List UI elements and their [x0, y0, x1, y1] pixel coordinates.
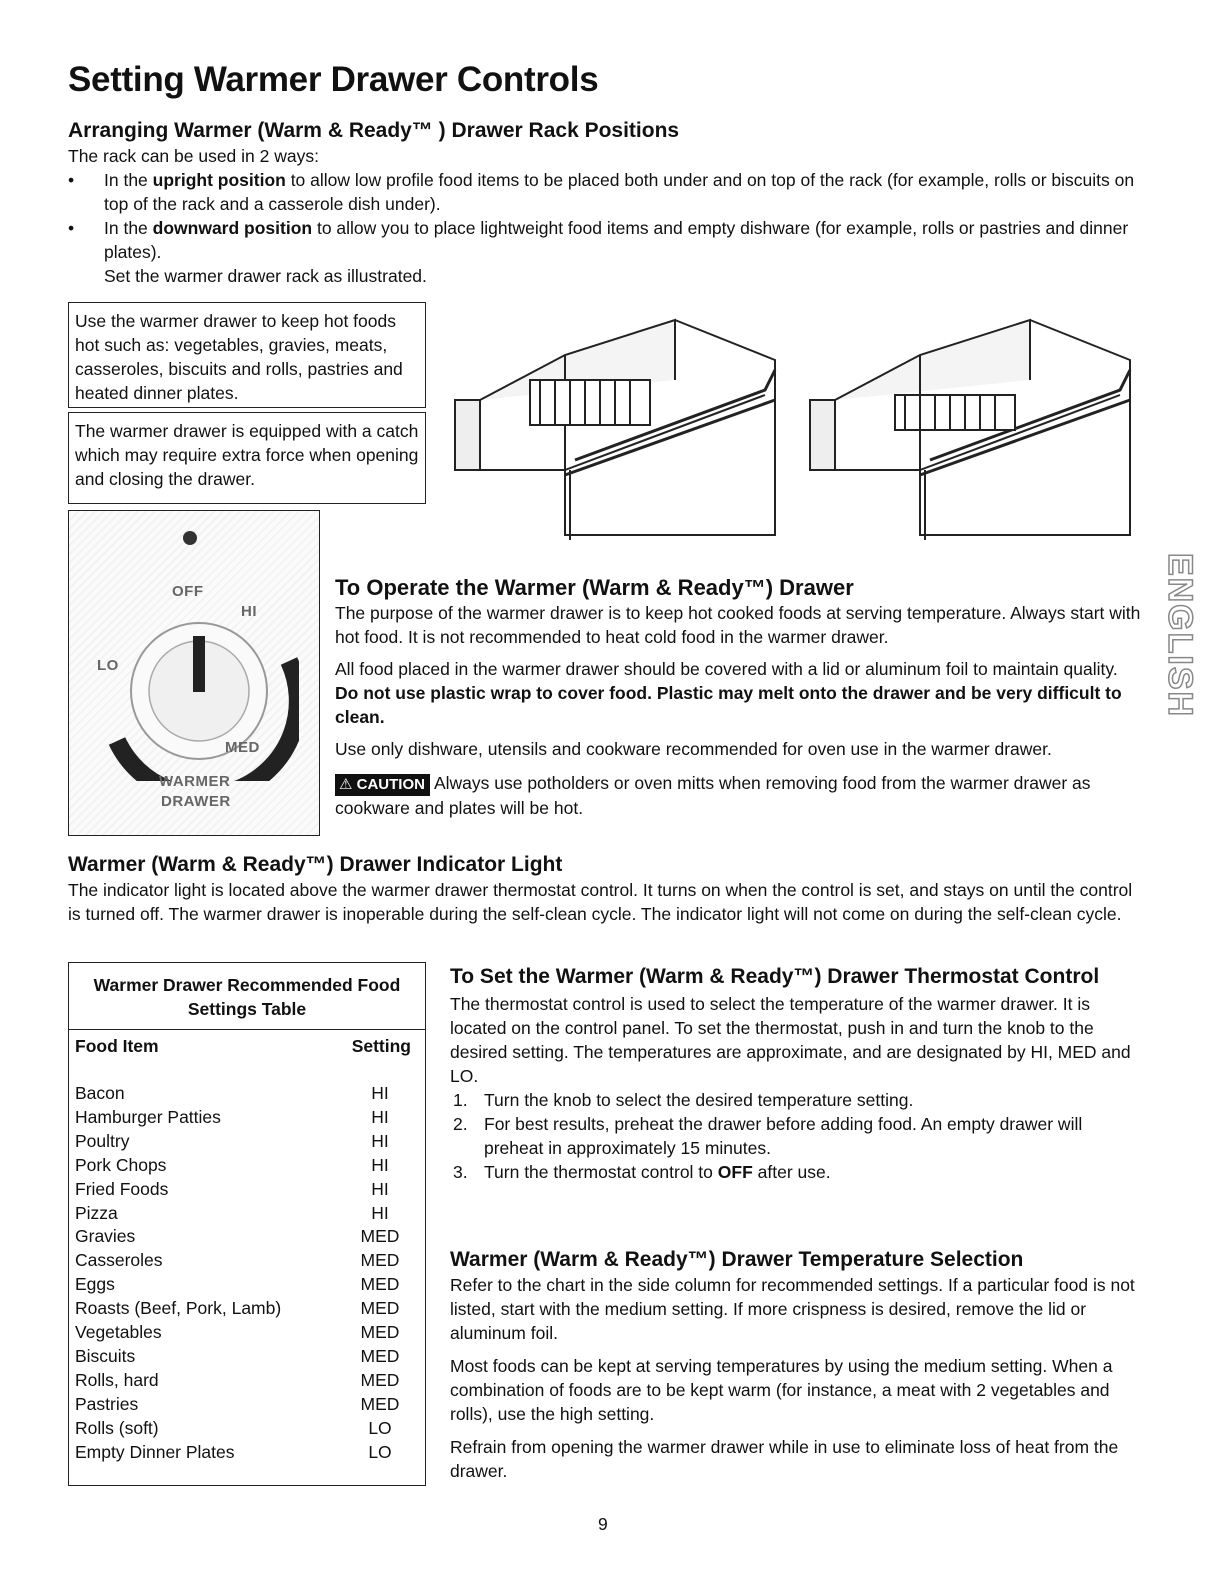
table-row: Eggs MED	[75, 1274, 400, 1295]
operate-section	[335, 575, 1145, 820]
table-row: Poultry HI	[75, 1130, 389, 1151]
table-row: Pizza HI	[75, 1202, 389, 1223]
knob-label-hi: HI	[241, 603, 257, 620]
caution-note: ⚠ CAUTION Always use potholders or oven mitts when removing food from the warmer drawer as cookware and plates will be hot.	[335, 773, 1091, 818]
page-number: 9	[598, 1514, 608, 1534]
indicator-text: The indicator light is located above the warmer drawer thermostat control. It turns on when the control is set, and stays on until the control is turned off. The warmer drawer is inoperable during the self-clean cycle. The indicator light will not come on during the self-clean cycle.	[68, 880, 1133, 924]
caution-badge: ⚠ CAUTION	[335, 774, 430, 796]
column-setting: Setting	[351, 1036, 411, 1056]
table-title: Warmer Drawer Recommended Food Settings Table	[69, 963, 425, 1030]
rack-set-line: Set the warmer drawer rack as illustrated.	[104, 266, 427, 286]
thermostat-steps	[450, 1088, 1145, 1184]
operate-p3: Use only dishware, utensils and cookware recommended for oven use in the warmer drawer.	[335, 739, 1052, 759]
temperature-section	[450, 1247, 1140, 1483]
table-row: Fried Foods HI	[75, 1178, 389, 1199]
table-row: Rolls, hard MED	[75, 1369, 400, 1390]
table-row: Gravies MED	[75, 1226, 400, 1247]
table-body	[69, 1082, 425, 1465]
knob-label-lo: LO	[97, 657, 119, 674]
temperature-heading: Warmer (Warm & Ready™) Drawer Temperature Selection	[450, 1248, 1024, 1271]
thermostat-heading: To Set the Warmer (Warm & Ready™) Drawer Thermostat Control	[450, 965, 1100, 988]
knob-label-drawer: DRAWER	[161, 793, 231, 810]
note-keep-hot: Use the warmer drawer to keep hot foods hot such as: vegetables, gravies, meats, casseroles, biscuits and rolls, pastries and heated dinner plates.	[68, 302, 426, 408]
rack-intro: The rack can be used in 2 ways:	[68, 146, 319, 166]
food-settings-table	[68, 962, 426, 1486]
rack-section	[68, 118, 1143, 288]
operate-p2: All food placed in the warmer drawer should be covered with a lid or aluminum foil to maintain quality. Do not use plastic wrap to cover food. Plastic may melt onto the drawer and be very difficult to clean.	[335, 659, 1122, 727]
temperature-p2: Most foods can be kept at serving temperatures by using the medium setting. When a combination of foods are to be kept warm (for instance, a meat with 2 vegetables and rolls), use the high setting.	[450, 1356, 1113, 1424]
step-3: 3. Turn the thermostat control to OFF after use.	[453, 1162, 831, 1182]
note-catch: The warmer drawer is equipped with a catch which may require extra force when opening and closing the drawer.	[68, 412, 426, 504]
indicator-heading: Warmer (Warm & Ready™) Drawer Indicator Light	[68, 853, 563, 876]
table-row: Pastries MED	[75, 1393, 400, 1414]
knob-dial-icon	[89, 601, 299, 781]
rack-bullets	[68, 168, 1143, 264]
operate-p1: The purpose of the warmer drawer is to keep hot cooked foods at serving temperature. Always start with hot food. It is not recommended to heat cold food in the warmer drawer.	[335, 603, 1141, 647]
temperature-p3: Refrain from opening the warmer drawer while in use to eliminate loss of heat from the drawer.	[450, 1437, 1119, 1481]
table-row: Biscuits MED	[75, 1345, 400, 1366]
indicator-light-icon	[183, 531, 197, 545]
table-row: Bacon HI	[75, 1083, 389, 1103]
table-row: Hamburger Patties HI	[75, 1106, 389, 1127]
table-row: Roasts (Beef, Pork, Lamb) MED	[75, 1298, 400, 1319]
knob-label-off: OFF	[172, 583, 204, 600]
indicator-section	[68, 852, 1148, 926]
step-2: 2. For best results, preheat the drawer before adding food. An empty drawer will preheat in approximately 15 minutes.	[453, 1114, 1083, 1158]
table-row: Empty Dinner Plates LO	[75, 1441, 392, 1462]
operate-heading: To Operate the Warmer (Warm & Ready™) Drawer	[335, 575, 854, 600]
warmer-knob-illustration	[68, 510, 320, 836]
drawer-rack-upright-illustration	[455, 320, 775, 540]
drawer-illustrations	[445, 300, 1155, 550]
temperature-p1: Refer to the chart in the side column for recommended settings. If a particular food is not listed, start with the medium setting. If more crispness is desired, remove the lid or aluminum foil.	[450, 1275, 1135, 1343]
thermostat-intro: The thermostat control is used to select the temperature of the warmer drawer. It is located on the control panel. To set the thermostat, push in and turn the knob to the desired setting. The temperatures are approximate, and are designated by HI, MED and LO.	[450, 994, 1131, 1086]
table-row: Vegetables MED	[75, 1322, 400, 1343]
knob-label-warmer: WARMER	[159, 773, 231, 790]
table-row: Pork Chops HI	[75, 1154, 389, 1175]
step-1: 1. Turn the knob to select the desired temperature setting.	[453, 1090, 914, 1110]
language-side-tab: ENGLISH	[1161, 552, 1200, 718]
bullet-downward: • In the downward position to allow you to place lightweight food items and empty dishware (for example, rolls or pastries and dinner plates).	[68, 216, 1143, 264]
bullet-upright: • In the upright position to allow low profile food items to be placed both under and on top of the rack (for example, rolls or biscuits on top of the rack and a casserole dish under).	[68, 168, 1143, 216]
thermostat-section	[450, 962, 1145, 1184]
drawer-rack-downward-illustration	[810, 320, 1130, 540]
rack-heading: Arranging Warmer (Warm & Ready™ ) Drawer Rack Positions	[68, 119, 680, 142]
column-food-item: Food Item	[75, 1036, 159, 1056]
table-row: Casseroles MED	[75, 1250, 400, 1271]
table-header-row	[69, 1030, 425, 1082]
knob-label-med: MED	[225, 739, 260, 756]
page-title: Setting Warmer Drawer Controls	[68, 60, 599, 99]
table-row: Rolls (soft) LO	[75, 1417, 392, 1438]
